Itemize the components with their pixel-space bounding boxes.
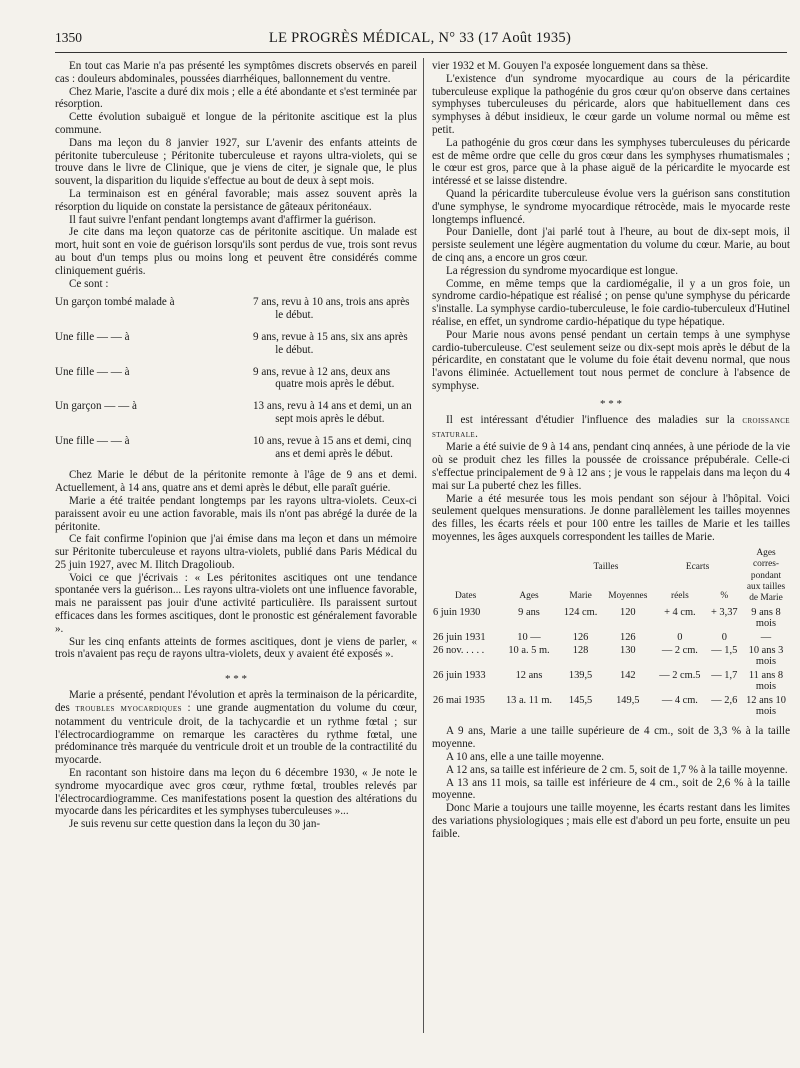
cell-date: 26 juin 1933: [433, 669, 486, 681]
cell-age-corr: 12 ans 10 mois: [746, 694, 786, 717]
table-header-moyennes: Moyennes: [608, 591, 648, 602]
cell-pct: — 2,6: [711, 694, 738, 706]
case-item: [55, 400, 417, 426]
table-header-pct: %: [720, 591, 729, 602]
paragraph: Cette évolution subaiguë et longue de la péritonite ascitique est la plus commune.: [55, 111, 417, 136]
case-subject: Une fille — — à: [55, 365, 130, 378]
paragraph: A 9 ans, Marie a une taille supérieure de 4 cm., soit de 3,3 % à la taille moyenne.: [432, 725, 790, 751]
section-separator: * * *: [600, 397, 622, 410]
table-header-reels: réels: [671, 591, 689, 602]
cell-marie: 145,5: [568, 694, 593, 706]
cell-pct: + 3,37: [710, 606, 738, 618]
cell-reel: — 4 cm.: [661, 694, 698, 706]
paragraph: A 13 ans 11 mois, sa taille est inférieure de 4 cm., soit de 2,6 % à la taille moyenne.: [432, 776, 790, 802]
paragraph: Ce sont :: [69, 277, 109, 290]
paragraph: L'existence d'un syndrome myocardique au cours de la péricardite tuberculeuse explique la pathogénie du gros cœur qu'on observe dans certaines symphyses tuberculeuses du péricarde, alors que habituellement dans ces symphyses à début insidieux, le cœur garde un volume normal ou même est petit.: [432, 72, 790, 136]
paragraph: A 12 ans, sa taille est inférieure de 2 cm. 5, soit de 1,7 % à la taille moyenne.: [446, 763, 788, 776]
paragraph: Pour Danielle, dont j'ai parlé tout à l'heure, au bout de dix-sept mois, il persiste seulement une légère augmentation du volume du cœur. Marie, au bout de cinq ans, a encore un gros cœur.: [432, 226, 790, 264]
paragraph: Voici ce que j'écrivais : « Les péritonites ascitiques ont une tendance spontanée vers la guérison... Les rayons ultra-violets ont une influence favorable, mais ne paraissent pas jouir d'une activité particulière. Ils paraissent surtout efficaces dans les formes ascitiques, dont le pronostic est généralement favorable ».: [55, 571, 417, 635]
paragraph: vier 1932 et M. Gouyen l'a exposée longuement dans sa thèse.: [432, 60, 709, 72]
right-column: [432, 60, 790, 841]
cell-age: 9 ans: [518, 606, 540, 618]
table-row: [432, 693, 790, 718]
cell-marie: 139,5: [568, 669, 593, 681]
cell-age-corr: 11 ans 8 mois: [748, 669, 784, 693]
text-run: .: [475, 427, 478, 440]
cell-reel: — 2 cm.5: [659, 669, 701, 681]
table-row: [432, 668, 790, 693]
text-run: Marie a présenté, pendant l'évolution et après la terminaison de la péricardite, des: [55, 689, 417, 715]
paragraph: Je suis revenu sur cette question dans la leçon du 30 jan-: [69, 818, 321, 831]
paragraph: Marie a été traitée pendant longtemps par les rayons ultra-violets. Ceux-ci paraissent avoir eu une action favorable, mais ils n'ont pas abrégé la durée de la péritonite.: [55, 494, 417, 533]
cell-date: 26 nov. . . . .: [433, 644, 485, 656]
paragraph: Chez Marie le début de la péritonite remonte à l'âge de 9 ans et demi. Actuellement, à 14 ans, quatre ans et demi après le début, elle paraît guérie.: [55, 469, 417, 495]
paragraph: Sur les cinq enfants atteints de formes ascitiques, dont je viens de parler, « trois n'avaient pas reçu de rayons ultra-violets, deux y avaient été exposés ».: [55, 635, 417, 661]
case-subject: Un garçon — — à: [55, 400, 137, 413]
cell-reel: + 4 cm.: [664, 606, 696, 618]
table-row: [432, 643, 790, 668]
cell-moyenne: 120: [620, 606, 636, 618]
paragraph: [55, 689, 417, 767]
cell-moyenne: 149,5: [616, 694, 640, 706]
paragraph: Quand la péricardite tuberculeuse évolue vers la guérison sans constitution d'une symphyse, le syndrome myocardique rétrocède, mais le myocarde reste longtemps influencé.: [432, 187, 790, 226]
paragraph: Ce fait confirme l'opinion que j'ai émise dans ma leçon et dans un mémoire sur Péritonite tuberculeuse et rayons ultra-violets, publié dans Paris Médical du 25 juin 1927, avec M. Ilitch Dragolioub.: [55, 533, 417, 571]
cell-moyenne: 130: [620, 644, 636, 656]
cell-reel: — 2 cm.: [661, 644, 698, 656]
column-divider: [423, 58, 424, 1033]
cell-moyenne: 142: [620, 669, 636, 681]
paragraph: Chez Marie, l'ascite a duré dix mois ; elle a été abondante et s'est terminée par résorption.: [55, 85, 417, 111]
paragraph: La pathogénie du gros cœur dans les symphyses tuberculeuses du péricarde est de même ordre que celle du gros cœur dans les symphyses rhumatismales ; le cœur est gros, parce que à la phase aiguë de la péricardite le myocarde est intéressé et se laisse distendre.: [432, 136, 790, 188]
header-rule: [55, 52, 787, 53]
paragraph: Marie a été suivie de 9 à 14 ans, pendant cinq années, à une période de la vie où se produit chez les filles la poussée de croissance prépubérale. Celle-ci s'effectue principalement de 9 à 12 ans ; je vous le rappelais dans ma leçon du 4 mai sur La puberté chez les filles.: [432, 441, 790, 492]
cell-age: 10 —: [517, 631, 541, 643]
table-row: [432, 605, 790, 630]
cell-reel: 0: [677, 631, 683, 643]
cell-age-corr: —: [760, 631, 772, 643]
case-list: [55, 296, 417, 460]
table-header-cell: [499, 548, 558, 574]
case-detail: 9 ans, revue à 12 ans, deux ans quatre mois après le début.: [253, 365, 395, 391]
case-subject: Une fille — — à: [55, 434, 130, 447]
cell-marie: 128: [572, 644, 589, 656]
case-detail: 9 ans, revue à 15 ans, six ans après le début.: [253, 330, 408, 356]
cell-moyenne: 126: [620, 631, 636, 643]
section-separator: * * *: [225, 673, 247, 686]
case-detail: 13 ans, revu à 14 ans et demi, un an sept mois après le début.: [253, 400, 412, 425]
case-item: [55, 331, 417, 357]
paragraph: Comme, en même temps que la cardiomégalie, il y a un gros foie, un syndrome cardio-hépatique est réalisé ; on pense qu'une symphyse du péricarde s'installe. La symphyse cardio-tuberculeuse, le foie cardio-tuberculeux d'Hutinel réalise, en effet, un syndrome cardio-hépatique du type hépatique.: [432, 277, 790, 328]
table-header-dates: Dates: [454, 591, 477, 602]
paragraph: [432, 414, 790, 442]
cell-marie: 126: [572, 631, 589, 643]
cell-age: 10 a. 5 m.: [508, 644, 550, 656]
case-subject: Un garçon tombé malade à: [55, 296, 175, 309]
text-run: Il est intéressant d'étudier l'influence des maladies sur la: [446, 413, 735, 426]
paragraph: Pour Marie nous avons pensé pendant un certain temps à une symphyse cardio-tuberculeuse. C'est seulement seize ou dix-sept mois après le début de la péricardite, en constatant que le volume du foie était devenu normal, que nous l'avons éliminée. Actuellement tout nous permet de conclure à l'absence de symphyse.: [432, 328, 790, 392]
case-item: [55, 435, 417, 461]
small-caps-term: croissance staturale: [432, 414, 790, 440]
left-column: [55, 60, 417, 831]
paragraph: Dans ma leçon du 8 janvier 1927, sur L'avenir des enfants atteints de péritonite tuberculeuse ; Péritonite tuberculeuse et rayons ultra-violets, qui se trouve dans le livre de Clinique, que je viens de citer, je signale que, le plus souvent, la disparition du liquide s'effectue au bout de deux à sept mois.: [55, 136, 417, 188]
running-title: LE PROGRÈS MÉDICAL, N° 33 (17 Août 1935): [268, 30, 572, 46]
table-header-cell: [432, 548, 499, 574]
paragraph: En racontant son histoire dans ma leçon du 6 décembre 1930, « Je note le syndrome myocardique avec gros cœur, rythme fœtal, troubles relevés par l'électrocardiogramme. Ces manifestations posent la question des altérations du myocarde dans les péricardites et les symphyses tuberculeuses »...: [55, 767, 417, 818]
cell-marie: 124 cm.: [563, 606, 598, 618]
text-run: : une grande augmentation du volume du cœur, notamment du ventricule droit, de la tachycardie et un rythme fœtal ; sur l'électrocardiogramme on remarque les caractères du rythme fœtal, une prédominance très marquée du ventricule droit et un trouble de la contractilité du myocarde.: [55, 702, 417, 767]
cell-date: 6 juin 1930: [433, 606, 481, 618]
paragraph: En tout cas Marie n'a pas présenté les symptômes discrets observés en pareil cas : douleurs abdominales, poussées diarrhéiques, ballonnement du ventre.: [55, 60, 417, 85]
cell-age: 12 ans: [515, 669, 543, 681]
cell-pct: — 1,5: [711, 644, 738, 656]
small-caps-term: troubles myocardiques: [75, 703, 182, 715]
table-header-marie: Marie: [569, 591, 592, 602]
case-item: [55, 366, 417, 392]
paragraph: Il faut suivre l'enfant pendant longtemps avant d'affirmer la guérison.: [69, 213, 376, 226]
case-item: [55, 296, 417, 322]
case-detail: 7 ans, revu à 10 ans, trois ans après le début.: [253, 296, 410, 322]
case-subject: Une fille — — à: [55, 330, 130, 343]
paragraph: Donc Marie a toujours une taille moyenne, les écarts restant dans les limites des variations physiologiques ; mais elle est d'abord un peu forte, ensuite un peu faible.: [432, 802, 790, 840]
growth-table: [432, 548, 790, 718]
page-number: 1350: [55, 30, 82, 45]
cell-pct: 0: [721, 631, 727, 643]
paragraph: Marie a été mesurée tous les mois pendant son séjour à l'hôpital. Voici seulement quelques mensurations. Je donne parallèlement les tailles moyennes des filles, les écarts réels et pour 100 entre les tailles de Marie et les tailles moyennes, les âges auxquels correspondent les tailles de Marie.: [432, 492, 790, 543]
case-detail: 10 ans, revue à 15 ans et demi, cinq ans et demi après le début.: [253, 434, 412, 460]
cell-date: 26 juin 1931: [433, 631, 486, 643]
table-header-tailles: Tailles: [593, 562, 619, 573]
table-row: [432, 630, 790, 643]
cell-age-corr: 9 ans 8 mois: [751, 606, 781, 630]
paragraph: La régression du syndrome myocardique est longue.: [446, 264, 678, 277]
paragraph: Je cite dans ma leçon quatorze cas de péritonite ascitique. Un malade est mort, huit sont en voie de guérison lorsqu'ils sont perdus de vue, trois sont revus au bout d'un temps plus ou moins long et peuvent être considérés comme cliniquement guéris.: [55, 226, 417, 277]
table-header-ecarts: Ecarts: [685, 562, 710, 573]
cell-pct: — 1,7: [711, 669, 738, 681]
page-header: [55, 30, 785, 50]
paragraph: A 10 ans, elle a une taille moyenne.: [446, 750, 605, 763]
table-header-ages-corr: Ages corres-pondant aux tailles de Marie: [746, 547, 786, 604]
cell-age: 13 a. 11 m.: [505, 694, 553, 706]
cell-age-corr: 10 ans 3 mois: [748, 644, 784, 668]
spacer: [55, 661, 417, 668]
cell-date: 26 mai 1935: [433, 694, 485, 706]
table-header-ages: Ages: [519, 591, 539, 602]
paragraph: La terminaison est en général favorable; mais assez souvent après la résorption du liquide on constate la persistance de gâteaux péritonéaux.: [55, 187, 417, 213]
